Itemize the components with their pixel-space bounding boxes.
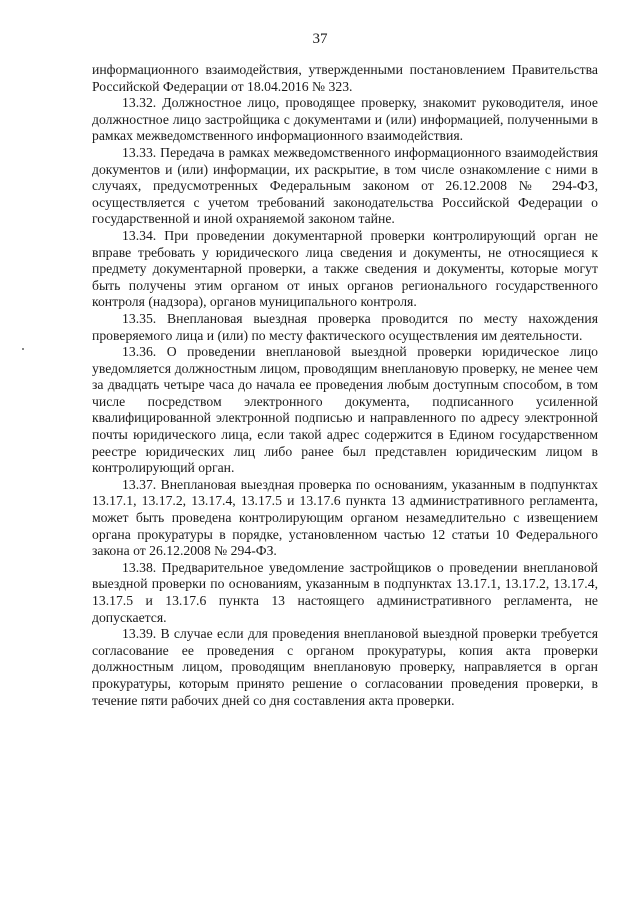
- paragraph-continuation: информационного взаимодействия, утвержденными постановлением Правительства Российской Федерации от 18.04.2016 № 323.: [92, 62, 598, 94]
- paragraph-13-37: 13.37. Внеплановая выездная проверка по основаниям, указанным в подпунктах 13.17.1, 13.17.2, 13.17.4, 13.17.5 и 13.17.6 пункта 13 административного регламента, может быть проведена контролирующим органом незамедлительно с извещением органа прокуратуры в порядке, установленном частью 12 статьи 10 Федерального закона от 26.12.2008 № 294-ФЗ.: [92, 476, 598, 559]
- paragraph-13-32: 13.32. Должностное лицо, проводящее проверку, знакомит руководителя, иное должностное лицо застройщика с документами и (или) информацией, полученными в рамках межведомственного информационного взаимодействия.: [92, 95, 598, 144]
- paragraph-13-38: 13.38. Предварительное уведомление застройщиков о проведении внеплановой выездной проверки по основаниям, указанным в подпунктах 13.17.1, 13.17.2, 13.17.4, 13.17.5 и 13.17.6 пункта 13 настоящего административного регламента, не допускается.: [92, 559, 598, 625]
- paragraph-13-34: 13.34. При проведении документарной проверки контролирующий орган не вправе требовать у юридического лица сведения и документы, не относящиеся к предмету документарной проверки, а также сведения и документы, которые могут быть получены этим органом от иных органов регионального государственного контроля (надзора), органов муниципального контроля.: [92, 227, 598, 310]
- paragraph-13-36: 13.36. О проведении внеплановой выездной проверки юридическое лицо уведомляется должностным лицом, проводящим внеплановую проверку, не менее чем за двадцать четыре часа до начала ее проведения любым доступным способом, в том числе посредством электронного документа, подписанного усиленной квалифицированной электронной подписью и направленного по адресу электронной почты юридического лица, если такой адрес содержится в Едином государственном реестре юридических лиц либо ранее был представлен юридическим лицом в контролирующий орган.: [92, 344, 598, 476]
- paragraph-13-33: 13.33. Передача в рамках межведомственного информационного взаимодействия документов и (или) информации, их раскрытие, в том числе ознакомление с ними в случаях, предусмотренных Федеральным законом от 26.12.2008 № 294-ФЗ, осуществляется с учетом требований законодательства Российской Федерации о государственной и иной охраняемой законом тайне.: [92, 144, 598, 227]
- document-body: [92, 62, 598, 709]
- margin-mark: [22, 348, 24, 350]
- paragraph-13-39: 13.39. В случае если для проведения внеплановой выездной проверки требуется согласование ее проведения с органом прокуратуры, копия акта проверки должностным лицом, проводящим внеплановую проверку, направляется в орган прокуратуры, которым принято решение о согласовании проведения проверки, в течение пяти рабочих дней со дня составления акта проверки.: [92, 626, 598, 708]
- page-number: 37: [312, 31, 328, 47]
- paragraph-13-35: 13.35. Внеплановая выездная проверка проводится по месту нахождения проверяемого лица и (или) по месту фактического осуществления им деятельности.: [92, 310, 598, 343]
